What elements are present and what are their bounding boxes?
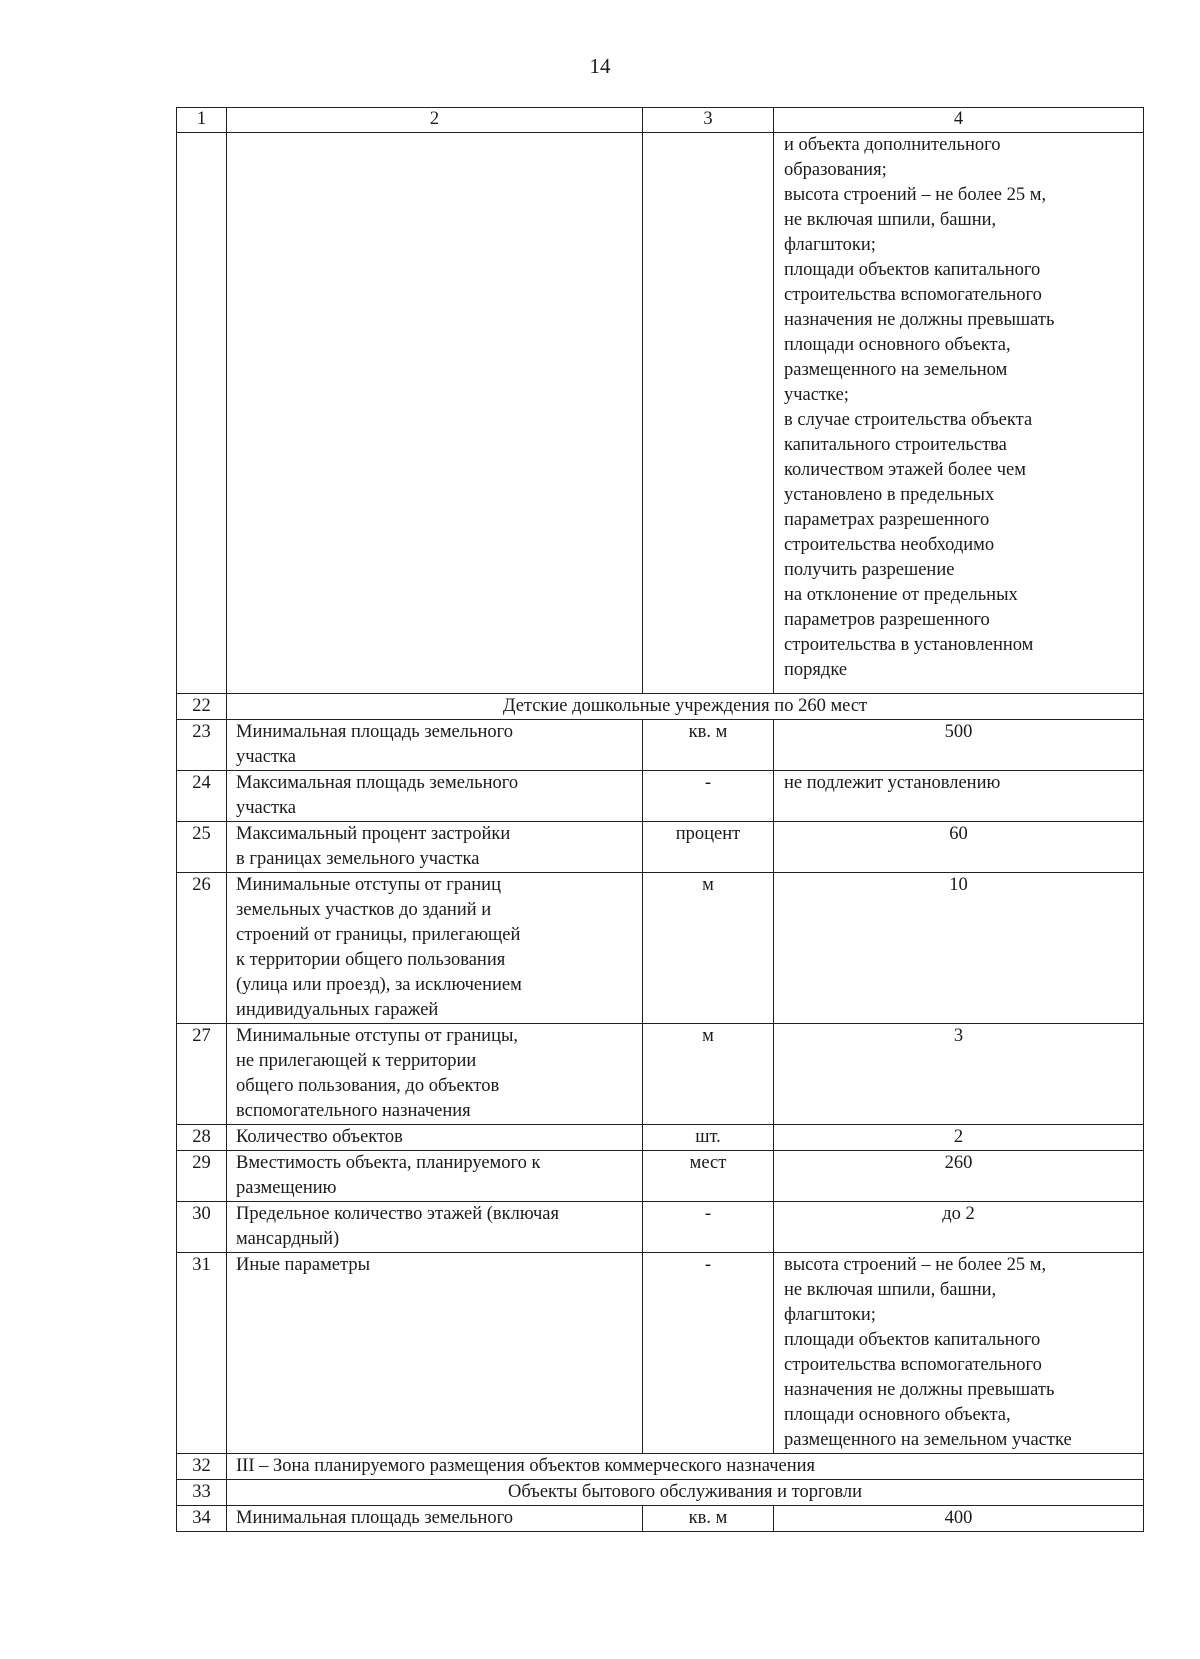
row-name: Вместимость объекта, планируемого к размещению — [227, 1151, 643, 1202]
row-name: Максимальный процент застройки в границах земельного участка — [227, 822, 643, 873]
table-row-23 — [177, 720, 1144, 771]
row-unit: - — [643, 771, 774, 822]
table-row-34 — [177, 1506, 1144, 1532]
section-heading: Объекты бытового обслуживания и торговли — [227, 1480, 1144, 1506]
row-unit: кв. м — [643, 720, 774, 771]
row-value: 60 — [774, 822, 1144, 873]
row-number-cell — [177, 133, 227, 694]
zone-heading: III – Зона планируемого размещения объектов коммерческого назначения — [227, 1454, 1144, 1480]
section-heading: Детские дошкольные учреждения по 260 мест — [227, 694, 1144, 720]
table-row-28 — [177, 1125, 1144, 1151]
row-value: до 2 — [774, 1202, 1144, 1253]
row-unit: кв. м — [643, 1506, 774, 1532]
table-row-25 — [177, 822, 1144, 873]
row-number: 30 — [177, 1202, 227, 1253]
row-number: 29 — [177, 1151, 227, 1202]
row-value: 3 — [774, 1024, 1144, 1125]
row-number: 33 — [177, 1480, 227, 1506]
table-row-26 — [177, 873, 1144, 1024]
row-value: 260 — [774, 1151, 1144, 1202]
row-unit: - — [643, 1253, 774, 1454]
page-number: 14 — [589, 54, 611, 78]
row-value: 500 — [774, 720, 1144, 771]
row-value: 10 — [774, 873, 1144, 1024]
row-value: высота строений – не более 25 м, не включая шпили, башни, флагштоки; площади объектов капитального строительства вспомогательного назначения не должны превышать площади основного объекта, размещенного на земельном участке — [774, 1253, 1144, 1454]
table-row-31 — [177, 1253, 1144, 1454]
table-row-24 — [177, 771, 1144, 822]
header-col-3: 3 — [643, 108, 774, 133]
table-header-row — [177, 108, 1144, 133]
row-unit: м — [643, 873, 774, 1024]
row-name: Предельное количество этажей (включая мансардный) — [227, 1202, 643, 1253]
row-name: Минимальная площадь земельного участка — [227, 720, 643, 771]
row-unit: м — [643, 1024, 774, 1125]
table-row-continuation — [177, 133, 1144, 694]
row-name: Минимальная площадь земельного — [227, 1506, 643, 1532]
header-col-2: 2 — [227, 108, 643, 133]
row-name: Минимальные отступы от границы, не прилегающей к территории общего пользования, до объектов вспомогательного назначения — [227, 1024, 643, 1125]
row-number: 22 — [177, 694, 227, 720]
row-unit: шт. — [643, 1125, 774, 1151]
row-name-cell — [227, 133, 643, 694]
row-number: 27 — [177, 1024, 227, 1125]
row-number: 26 — [177, 873, 227, 1024]
row-number: 28 — [177, 1125, 227, 1151]
table-row-30 — [177, 1202, 1144, 1253]
row-name: Минимальные отступы от границ земельных участков до зданий и строений от границы, прилегающей к территории общего пользования (улица или проезд), за исключением индивидуальных гаражей — [227, 873, 643, 1024]
header-col-1: 1 — [177, 108, 227, 133]
row-number: 23 — [177, 720, 227, 771]
row-number: 24 — [177, 771, 227, 822]
row-unit: процент — [643, 822, 774, 873]
row-number: 34 — [177, 1506, 227, 1532]
row-value: не подлежит установлению — [774, 771, 1144, 822]
row-unit: - — [643, 1202, 774, 1253]
row-value: 400 — [774, 1506, 1144, 1532]
row-unit-cell — [643, 133, 774, 694]
row-unit: мест — [643, 1151, 774, 1202]
row-number: 31 — [177, 1253, 227, 1454]
table-row-27 — [177, 1024, 1144, 1125]
table-row-29 — [177, 1151, 1144, 1202]
table-row-33 — [177, 1480, 1144, 1506]
row-name: Количество объектов — [227, 1125, 643, 1151]
row-number: 32 — [177, 1454, 227, 1480]
row-value-cell: и объекта дополнительного образования; высота строений – не более 25 м, не включая шпили, башни, флагштоки; площади объектов капитального строительства вспомогательного назначения не должны превышать площади основного объекта, размещенного на земельном участке; в случае строительства объекта капитального строительства количеством этажей более чем установлено в предельных параметрах разрешенного строительства необходимо получить разрешение на отклонение от предельных параметров разрешенного строительства в установленном порядке — [774, 133, 1144, 694]
row-name: Иные параметры — [227, 1253, 643, 1454]
row-number: 25 — [177, 822, 227, 873]
row-value: 2 — [774, 1125, 1144, 1151]
table-row-32 — [177, 1454, 1144, 1480]
header-col-4: 4 — [774, 108, 1144, 133]
table-row-22 — [177, 694, 1144, 720]
parameters-table — [176, 107, 1144, 1532]
row-name: Максимальная площадь земельного участка — [227, 771, 643, 822]
